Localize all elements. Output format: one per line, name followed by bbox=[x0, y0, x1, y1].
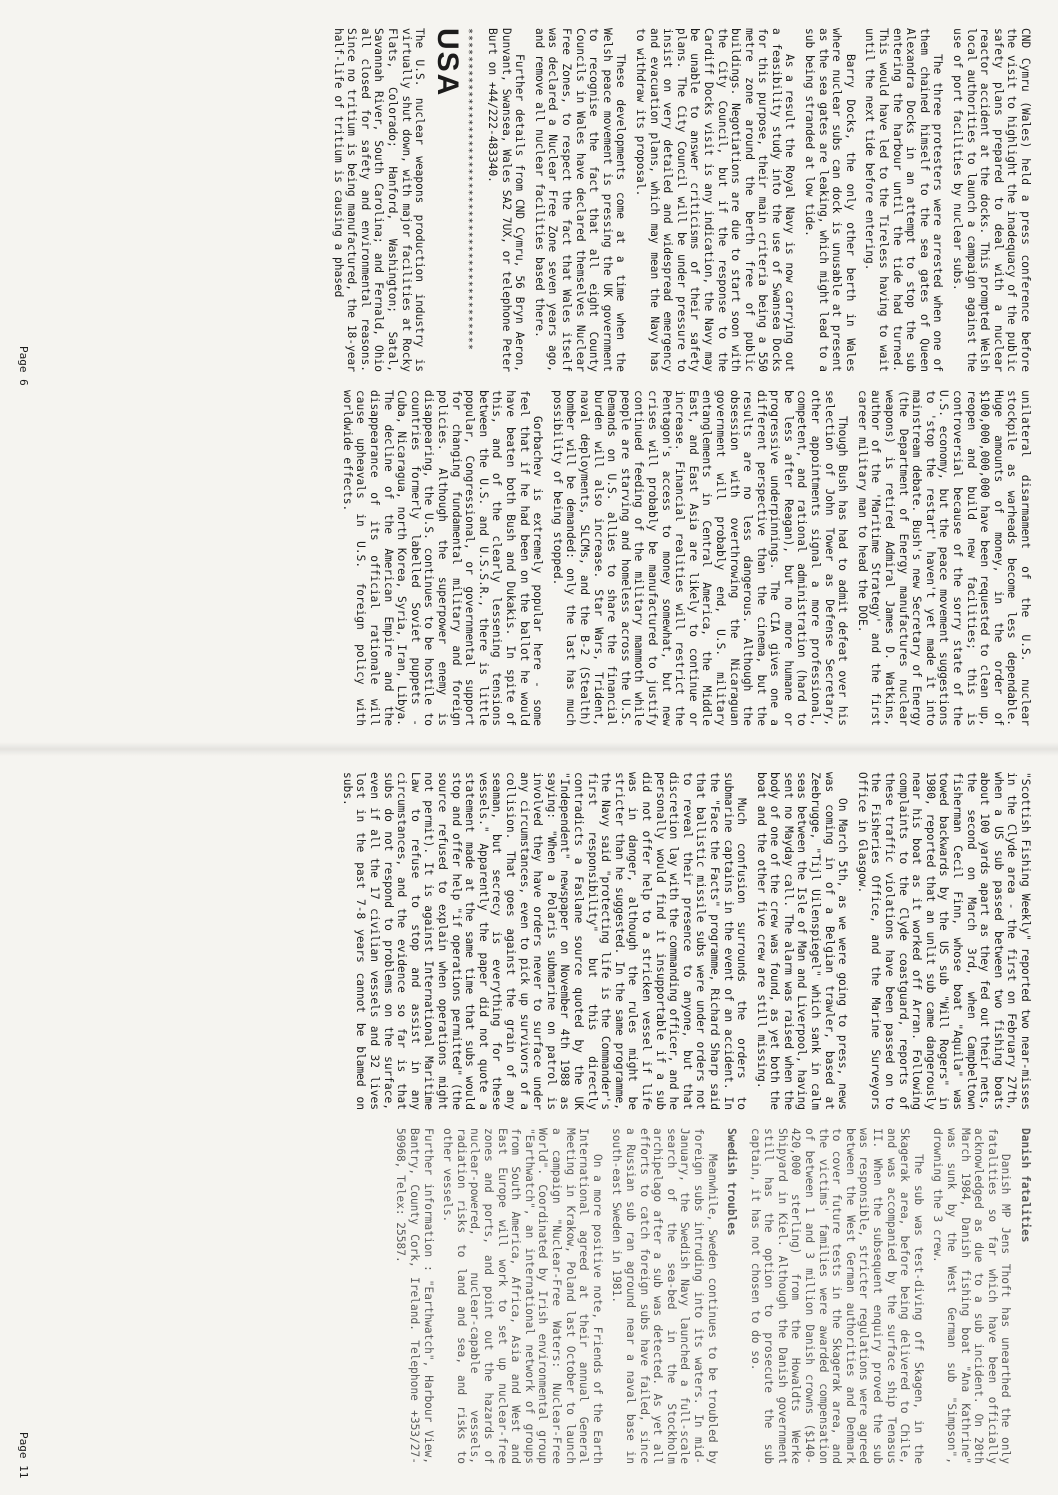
star-divider: ********************************************** bbox=[463, 28, 475, 351]
right-column-1 bbox=[334, 772, 1032, 1110]
paragraph: Further information : "Earthwatch", Harbour View, Bantry, County Cork, Ireland. Telephone +353/27-50968, Telex: 25587. bbox=[394, 1128, 435, 1464]
paragraph: Barry Docks, the only other berth in Wales where nuclear subs can dock is unusable at present as the sea gates are leaking, which might lead to a sub being stranded at low tide. bbox=[803, 28, 857, 372]
paragraph: "Scottish Fishing Weekly" reported two near-misses in the Clyde area - the first on February 27th, when a US sub passed between two fishing boats about 100 yards apart as they fed out their nets, the second on March 3rd, when Campbeltown fisherman Cecil Finn, whose boat "Aquila" was towed backwards by the US sub "Will Rogers" in 1980, reported that an unlit sub came dangerously near his boat as it worked off Arran. Following complaints to the Clyde coastguard, reports of these traffic violations have been passed on to the Fisheries Office, and the Marine Surveyors Office in Glasgow. bbox=[855, 772, 1032, 1110]
left-column-2 bbox=[334, 390, 1032, 726]
paragraph: The sub was test-diving off Skagen, in the Skagerak area, before being delivered to Chile, and was accompanied by the surface ship Tenasus II. When the subsequent enquiry proved the sub was responsible, stricter regulations were agreed between the West German authorities and Denmark to cover future tests in the Skagerak area, and the victims' families were awarded compensation of between 1 and 3 million Danish crowns ($140-420,000 sterling) from the Howaldts Werke Shipyard in Kiel. Although the Danish government still has the option to prosecute the sub captain, it has not chosen to do so. bbox=[748, 1128, 925, 1464]
page-number-right: Page 11 bbox=[17, 1432, 30, 1479]
paragraph: The U.S. nuclear weapons production industry is virtually shut down, with major facilities at Rocky Flats, Colorado; Hanford, Washington; Satal, Savannah River, South Carolina; and Fernald, Ohio all closed for safety and environmental reasons. Since no tritium is being manufactured, the 18-year half-life of tritium is causing a phased bbox=[331, 28, 427, 372]
paragraph: These developments come at a time when the Welsh peace movement is pressing the UK government to recognise the fact that all eight County Councils in Wales have declared themselves Nuclear Free Zones, to respect the fact that Wales itself was declared a Nuclear Free Zone seven years ago, and remove all nuclear facilities based there. bbox=[532, 28, 628, 372]
left-column-1 bbox=[325, 28, 1032, 372]
paragraph: Further details from CND Cymru, 56 Bryn Aeron, Dunvant, Swansea, Wales SA2 7UX, or telephone Peter Burt on +44/222-483340. bbox=[486, 28, 527, 372]
paragraph: Gorbachev is extremely popular here - some feel that if he had been on the ballot he would have beaten both Bush and Dukakis. In spite of this, and of the clearly lessening tensions between the U.S. and U.S.S.R., there is little popular, Congressional, or governmental support for changing fundamental military and foreign policies. Although the superpower enemy is disappearing, the U.S. continues to be hostile to countries formerly labelled Soviet puppets - Cuba, Nicaragua, north Korea, Syria, Iran, Libya. The decline of the American Empire and the disappearance of its official rationale will cause upheavals in U.S. foreign policy with worldwide effects. bbox=[340, 390, 545, 726]
paragraph: On March 5th, as we were going to press, news was coming in of a Belgian trawler, based at Zeebrugge, "Tijl Uilenspiegel" which sank in calm seas between the Isle of Man and Liverpool, having sent no Mayday call. The alarm was raised when the body of one of the crew was found, as yet both the boat and the other five crew are still missing. bbox=[754, 772, 850, 1110]
paragraph: Though Bush has had to admit defeat over his selection of John Tower as Defense Secretary, other appointments signal a more professional, competent, and rational administration (hard to be less after Reagan), but no more humane or progressive underpinnings. The CIA gives one a different perspective than the cinema, but the results are no less dangerous. Although the obsession with overthrowing the Nicaraguan government will probably end, U.S. military entanglements in Central America, the Middle East, and East Asia are likely to continue or increase. Financial realities will restrict the Pentagon's access to money somewhat, but new crises will probably be manufactured to justify continued feeding of the military mammoth while people are starving and homeless across the U.S. Demands on U.S. allies to share the financial burden will also increase. Star Wars, Trident, naval deployments, SLCMs, and the B-2 (Stealth) bomber will be demanded: only the last has much possibility of being stopped. bbox=[550, 390, 850, 726]
section-heading-danish: Danish fatalities bbox=[1019, 1128, 1032, 1243]
paragraph: Meanwhile, Sweden continues to be troubled by foreign subs intruding into its waters. In mid-January, the Swedish Navy launched a full-scale search of the sea-bed in the Stockholm archipelago after a sub was detected. As yet all efforts to catch foreign subs have failed, since a Russian sub ran aground near a naval base in south-east Sweden in 1981. bbox=[610, 1128, 719, 1464]
paragraph: As a result the Royal Navy is now carrying out a feasibility study into the use of Swansea Docks for this purpose, their main criteria being a 550 metre zone around the berth free of public buildings. Negotiations are due to start soon with the City Council, but if the response to the Cardiff Docks visit is any indication, the Navy may be unable to answer criticisms of their safety plans. The City Council will be under pressure to insist on very detailed and widespread emergency and evacuation plans, which may mean the Navy has to withdraw its proposal. bbox=[633, 28, 797, 372]
right-column-2 bbox=[388, 1128, 1032, 1464]
section-heading-usa: USA bbox=[430, 28, 464, 98]
page-fold bbox=[0, 742, 1058, 756]
section-heading-swedish: Swedish troubles bbox=[725, 1128, 739, 1236]
paragraph: Much confusion surrounds the orders to submarine captains in the event of an accident. In the "Face the Facts" programme, Richard Sharp said that ballistic missile subs were under orders not to reveal their presence to anyone, but that discretion lay with the commanding officer, and he personally would find it insupportable if a sub did not offer help to a stricken vessel if life was in danger, although the rules might be stricter than he suggested. In the same programme, the Navy said "protecting life is the Commander's first responsibility" but this directly contradicts a Faslane source quoted by the UK "Independent" newspaper on November 4th 1988 as saying: "When a Polaris submarine on patrol is involved they have orders never to surface under any circumstances, even to pick up survivors of a collision. That goes against the grain of any seaman, but secrecy is everything for these vessels." Apparently the paper did not quote a statement made at the same time that subs would stop and offer help "if operations permitted" (the source refused to explain when operations might not permit). It is against International Maritime Law to refuse to stop and assist in any circumstances, and the evidence so far is that subs do not respond to problems on the surface, even if all the 17 civilian vessels and 32 lives lost in the past 7-8 years cannot be blamed on subs. bbox=[340, 772, 749, 1110]
paragraph: Danish MP Jens Thoft has unearthed the only fatalities so far which have been officially acknowledged as due to a sub incident. On 20th March 1984, Danish fishing boat "Ana Kathrine" was sunk by the West German sub "Simpson", drowning the 3 crew. bbox=[931, 1128, 1013, 1464]
page-number-left: Page 6 bbox=[17, 346, 30, 386]
paragraph: CND Cymru (Wales) held a press conference before the visit to highlight the inadequacy of the public safety plans prepared to deal with a nuclear reactor accident at the docks. This prompted Welsh local authorities to launch a campaign against the use of port facilities by nuclear subs. bbox=[951, 28, 1032, 372]
paragraph: On a more positive note, Friends of the Earth International agreed at their annual General Meeting in Krakow, Poland last October to launch a campaign "Nuclear-Free Waters: Nuclear-Free World". Coordinated by Irish environmental group "Earthwatch", an international network of groups from South America, Africa, Asia and West and East Europe will work to set up nuclear-free zones and ports, and point out the hazards of nuclear-powered, nuclear-capable vessels, radiation risks to land and sea, and risks to other vessels. bbox=[441, 1128, 604, 1464]
paragraph: unilateral disarmament of the U.S. nuclear stockpile as warheads become less dependable. Huge amounts of money, in the order of $100,000,000,000 have been requested to clean up, reopen and build new facilities; this is controversial because of the sorry state of the U.S. economy, but the peace movement suggestions to 'stop the restart' haven't yet made it into mainstream debate. Bush's new Secretary of Energy (the Department of Energy manufactures nuclear weapons) is retired Admiral James D. Watkins, author of the 'Maritime Strategy' and the first career military man to head the DOE. bbox=[855, 390, 1032, 726]
paragraph: The three protesters were arrested when one of them chained himself to the sea gates of Queen Alexandra Docks in an attempt to stop the sub entering the harbour until the tide had turned. This would have led to the Tireless having to wait until the next tide before entering. bbox=[863, 28, 945, 372]
